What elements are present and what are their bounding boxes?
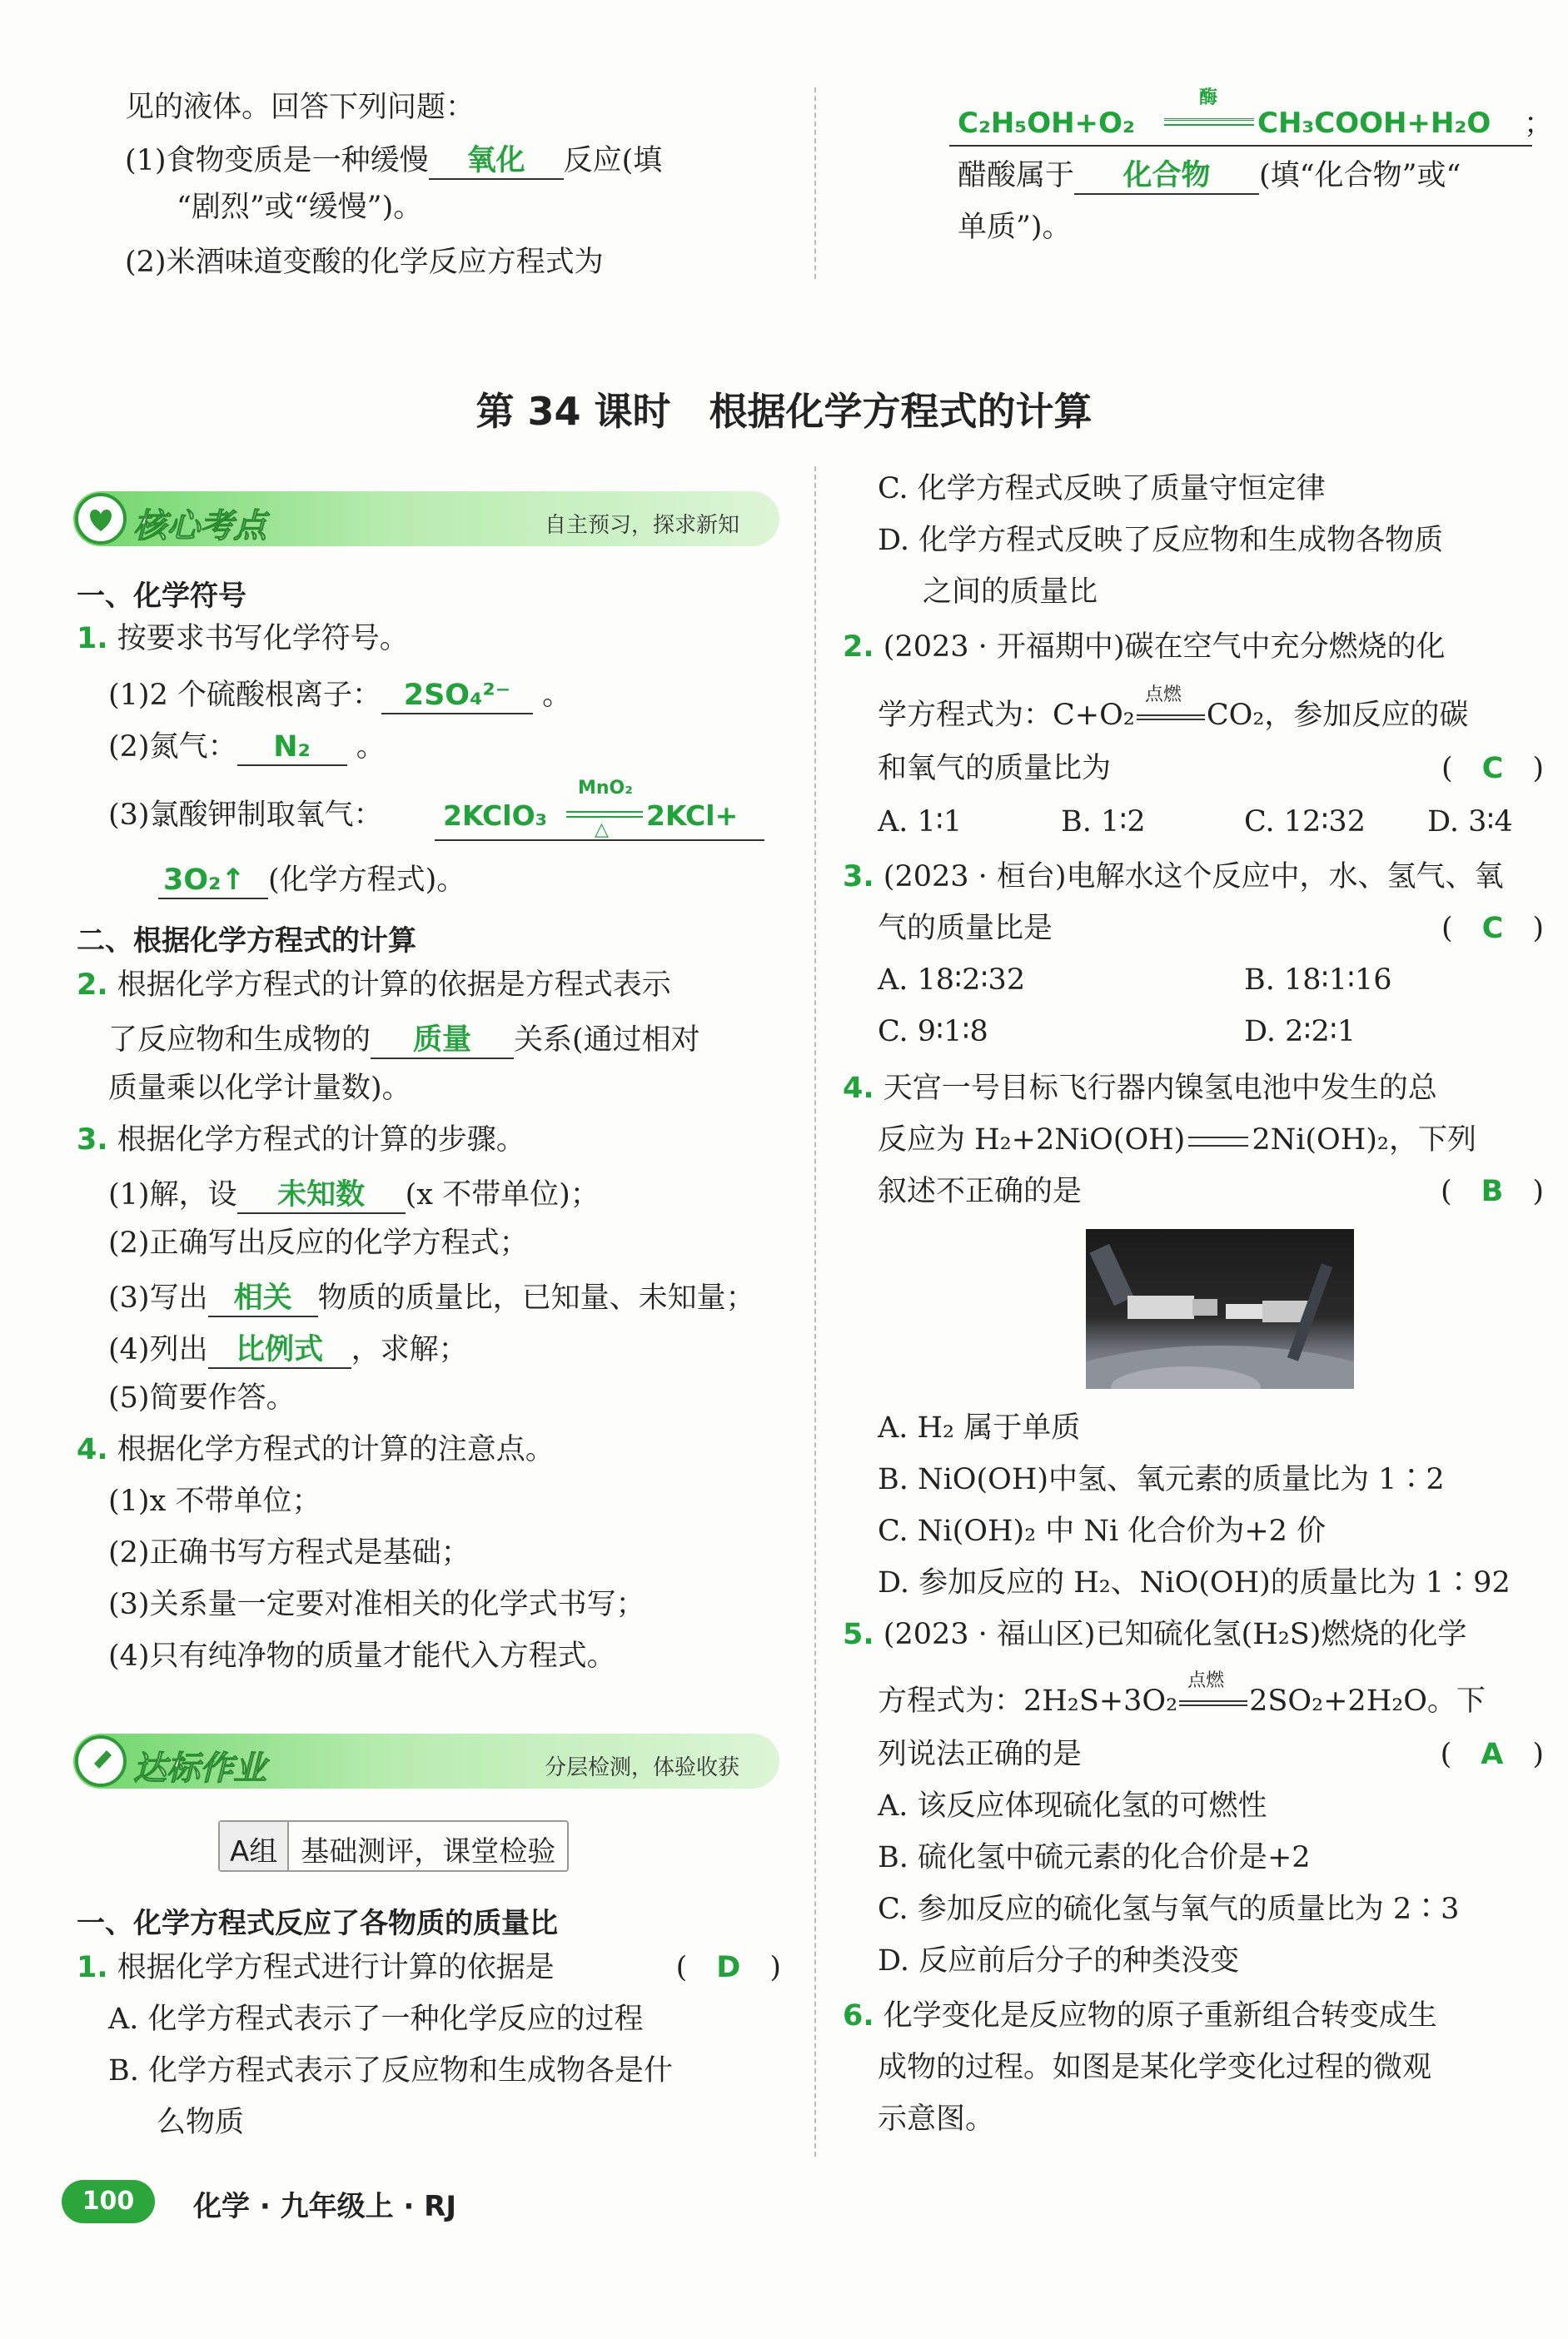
hw-q2-line2: 学方程式为：C+O₂ 点燃 CO₂，参加反应的碳 [878, 684, 1469, 732]
hw-q6-line1: 6. 化学变化是反应物的原子重新组合转变成生 [843, 1999, 1437, 2033]
q4-note4: (4)只有纯净物的质量才能代入方程式。 [108, 1640, 616, 1673]
group-tag: A组 [220, 1822, 289, 1870]
top-right-line-2: 醋酸属于 化合物 (填“化合物”或“ [958, 158, 1461, 195]
hw-q1-option-d: D. 化学方程式反映了反应物和生成物各物质 [878, 524, 1444, 557]
kclo3-equation: 2KClO₃ MnO₂ △ 2KCl+ [443, 778, 768, 844]
hw-q6-line2: 成物的过程。如图是某化学变化过程的微观 [878, 2051, 1432, 2084]
q4-note3: (3)关系量一定要对准相关的化学式书写； [108, 1588, 645, 1621]
hw-q4-line2: 反应为 H₂+2NiO(OH) 2Ni(OH)₂，下列 [878, 1123, 1476, 1157]
hw-q5-line1: 5. (2023 · 福山区)已知硫化氢(H₂S)燃烧的化学 [843, 1618, 1467, 1651]
top-line-1: 见的液体。回答下列问题： [125, 91, 475, 124]
hw-q3-option-a: A. 18∶2∶32 [878, 963, 1026, 997]
spacecraft-photo [1086, 1229, 1354, 1389]
combustion-arrow: 点燃 [1135, 704, 1207, 729]
hw-q4-line3: 叙述不正确的是 ( B ) [878, 1175, 1544, 1208]
q3-step3: (3)写出 相关 物质的质量比，已知量、未知量； [108, 1281, 755, 1317]
hw-q6-line3: 示意图。 [878, 2103, 995, 2136]
hw-q2-option-c: C. 12∶32 [1244, 805, 1366, 839]
hw-q5-line3: 列说法正确的是 ( A ) [878, 1738, 1544, 1771]
q2-line1: 2. 根据化学方程式的计算的依据是方程式表示 [77, 968, 671, 1002]
q3-step1: (1)解，设 未知数 (x 不带单位)； [108, 1177, 600, 1214]
q1-part1: (1)2 个硫酸根离子： 2SO₄²⁻ 。 [108, 678, 571, 714]
hw-q4-option-b: B. NiO(OH)中氢、氧元素的质量比为 1∶2 [878, 1463, 1445, 1496]
group-name: 基础测评，课堂检验 [301, 1835, 556, 1869]
hw-q3-option-d: D. 2∶2∶1 [1244, 1015, 1356, 1048]
q4-heading: 4. 根据化学方程式的计算的注意点。 [77, 1433, 555, 1466]
hw-q1-option-a: A. 化学方程式表示了一种化学反应的过程 [108, 2003, 644, 2036]
hw-q2-line1: 2. (2023 · 开福期中)碳在空气中充分燃烧的化 [843, 630, 1446, 664]
q1-part3-cont: 3O₂↑ (化学方程式)。 [158, 863, 465, 899]
section-heading-calc: 二、根据化学方程式的计算 [77, 924, 416, 958]
answer-nitrogen: N₂ [237, 729, 347, 766]
hw-q3-answer: C [1481, 912, 1504, 945]
eq-arrow-line [1164, 118, 1254, 126]
answer-related: 相关 [208, 1281, 318, 1317]
hw-q1-option-b: B. 化学方程式表示了反应物和生成物各是什 [108, 2054, 673, 2088]
q1-heading: 1. 按要求书写化学符号。 [77, 622, 409, 655]
answer-mass: 质量 [371, 1023, 514, 1059]
lesson-title: 第 34 课时 根据化学方程式的计算 [475, 389, 1093, 434]
hw-q5-line2: 方程式为：2H₂S+3O₂ 点燃 2SO₂+2H₂O。下 [878, 1670, 1486, 1718]
hw-q2-option-a: A. 1∶1 [878, 805, 963, 839]
hw-q3-line1: 3. (2023 · 桓台)电解水这个反应中，水、氢气、氧 [843, 860, 1504, 893]
hw-q4-answer: B [1481, 1175, 1504, 1208]
answer-sulfate: 2SO₄²⁻ [381, 678, 533, 714]
hw-q5-option-a: A. 该反应体现硫化氢的可燃性 [878, 1789, 1267, 1823]
top-question-2: (2)米酒味道变酸的化学反应方程式为 [125, 246, 604, 279]
q4-note2: (2)正确书写方程式是基础； [108, 1536, 470, 1570]
hw-q4-option-d: D. 参加反应的 H₂、NiO(OH)的质量比为 1∶92 [878, 1566, 1511, 1600]
hw-q1-option-d-cont: 之间的质量比 [923, 575, 1098, 609]
heart-icon [75, 493, 127, 545]
pencil-icon [75, 1735, 127, 1787]
top-right-line-3: 单质”)。 [958, 211, 1072, 244]
hw-q2-option-d: D. 3∶4 [1427, 805, 1513, 839]
hw-q1-answer: D [716, 1951, 741, 1984]
page-number: 100 [62, 2180, 155, 2223]
hw-q1-option-c: C. 化学方程式反映了质量守恒定律 [878, 472, 1326, 505]
column-divider-main [814, 466, 816, 2157]
hw-q4-option-c: C. Ni(OH)₂ 中 Ni 化合价为+2 价 [878, 1515, 1327, 1548]
hw-q4-line1: 4. 天宫一号目标飞行器内镍氢电池中发生的总 [843, 1072, 1437, 1105]
q3-step2: (2)正确写出反应的化学方程式； [108, 1227, 529, 1260]
section-heading-symbols: 一、化学符号 [77, 580, 246, 613]
hw-q5-option-c: C. 参加反应的硫化氢与氧气的质量比为 2∶3 [878, 1893, 1460, 1926]
answer-oxidation: 氧化 [429, 143, 564, 180]
hw-q2-option-b: B. 1∶2 [1061, 805, 1146, 839]
hw-q5-option-d: D. 反应前后分子的种类没变 [878, 1944, 1240, 1978]
q3-step5: (5)简要作答。 [108, 1381, 296, 1415]
hw-q5-option-b: B. 硫化氢中硫元素的化合价是+2 [878, 1841, 1311, 1874]
hw-q2-answer: C [1481, 752, 1504, 785]
hw-q1: 1. 根据化学方程式进行计算的依据是 ( D ) [77, 1951, 781, 1984]
q3-step4: (4)列出 比例式 ，求解； [108, 1332, 468, 1369]
hw-q2-line3: 和氧气的质量比为 ( C ) [878, 752, 1544, 785]
section-heading-massratio: 一、化学方程式反应了各物质的质量比 [77, 1907, 558, 1940]
q1-part2: (2)氮气： N₂ 。 [108, 729, 386, 766]
answer-compound: 化合物 [1074, 158, 1259, 195]
top-line-3: “剧烈”或“缓慢”)。 [177, 191, 423, 224]
banner-homework: 达标作业 分层检测，体验收获 [73, 1734, 779, 1789]
footer-subject: 化学 · 九年级上 · RJ [193, 2190, 457, 2223]
top-equation: C₂H₅OH+O₂ 酶 CH₃COOH+H₂O ； [958, 83, 1499, 150]
hw-q1-option-b-cont: 么物质 [157, 2106, 245, 2139]
hw-q4-option-a: A. H₂ 属于单质 [878, 1411, 1081, 1445]
hw-q3-line2: 气的质量比是 ( C ) [878, 912, 1544, 945]
hw-q3-option-b: B. 18∶1∶16 [1244, 963, 1392, 997]
q2-line2: 了反应物和生成物的 质量 关系(通过相对 [108, 1023, 700, 1059]
hw-q3-option-c: C. 9∶1∶8 [878, 1015, 988, 1048]
combustion-arrow-2: 点燃 [1177, 1690, 1249, 1715]
q4-note1: (1)x 不带单位； [108, 1485, 321, 1518]
q1-part3-label: (3)氯酸钾制取氧气： [108, 799, 383, 832]
answer-proportion: 比例式 [208, 1332, 351, 1369]
column-divider-top [814, 87, 816, 279]
banner-core-points: 核心考点 自主预习，探求新知 [73, 491, 779, 546]
top-question-1: (1)食物变质是一种缓慢 氧化 反应(填 [125, 143, 662, 180]
hw-q5-answer: A [1481, 1738, 1504, 1771]
q2-line3: 质量乘以化学计量数)。 [108, 1072, 411, 1105]
q3-heading: 3. 根据化学方程式的计算的步骤。 [77, 1123, 525, 1157]
group-label-box [218, 1820, 569, 1872]
equals-sign [1188, 1137, 1248, 1147]
answer-unknown: 未知数 [237, 1177, 406, 1214]
